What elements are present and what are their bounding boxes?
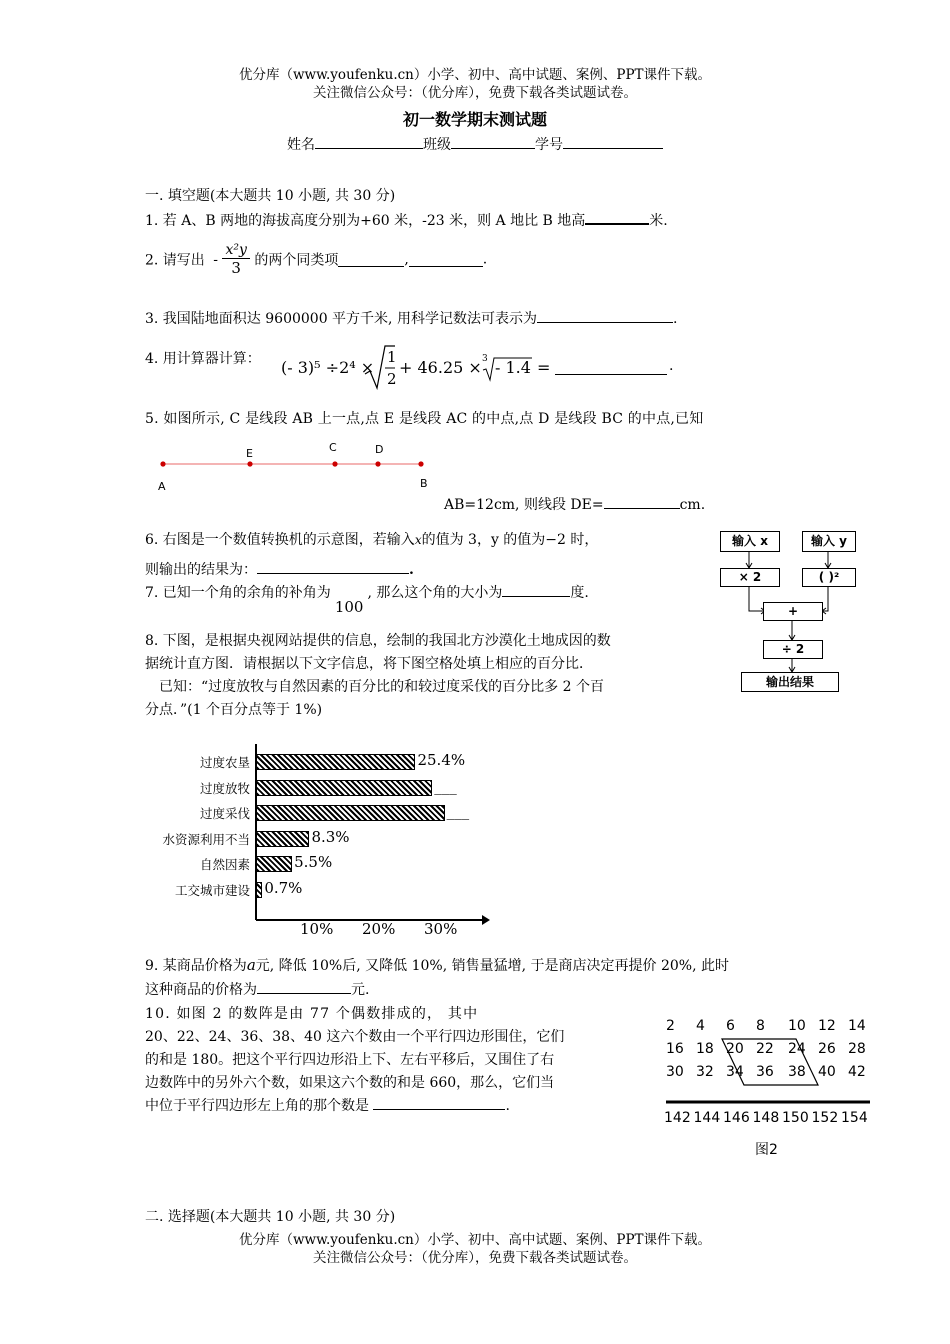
matrix-cell: 30 — [666, 1064, 684, 1080]
q10-blank[interactable] — [373, 1095, 505, 1110]
label-e: E — [246, 447, 253, 460]
q10-line-5 — [145, 1095, 633, 1118]
q2-end: . — [482, 251, 488, 268]
matrix-cell: 24 — [788, 1041, 806, 1057]
times-2-box: × 2 — [720, 568, 780, 587]
bar — [256, 882, 262, 898]
matrix-bottom-cell: 144 — [693, 1110, 721, 1126]
q6-text: 6. 右图是一个数值转换机的示意图，若输入 — [145, 532, 415, 548]
matrix-cell: 36 — [756, 1064, 774, 1080]
q3-text: 3. 我国陆地面积达 9600000 平方千米, 用科学记数法可表示为 — [145, 311, 537, 327]
q5-tail — [444, 494, 705, 514]
bar — [256, 805, 445, 821]
page-title: 初一数学期末测试题 — [402, 110, 547, 129]
figure-caption: 图2 — [755, 1142, 778, 1158]
point-e — [247, 461, 252, 466]
q6-text-2: 的值为 3，y 的值为−2 时， — [421, 532, 599, 548]
bar — [256, 831, 309, 847]
q9-text: 9. 某商品价格为 — [145, 958, 247, 974]
q2-blank-2[interactable] — [409, 252, 483, 267]
bar-category-label: 过度采伐 — [199, 806, 250, 821]
q2-text: 2. 请写出 — [145, 252, 205, 269]
bar-category-label: 过度农垦 — [199, 755, 250, 770]
point-d — [375, 461, 380, 466]
bar-category-label: 过度放牧 — [199, 780, 250, 796]
q5-line-segment-figure — [150, 440, 450, 500]
matrix-cell: 16 — [666, 1041, 684, 1057]
desertification-bar-chart — [140, 740, 500, 945]
q4-cbrt-value: - 1.4 — [495, 358, 531, 377]
q3-blank[interactable] — [537, 308, 673, 323]
q2-blank-1[interactable] — [338, 252, 404, 267]
matrix-bottom-cell: 150 — [782, 1110, 809, 1126]
question-9-line-1 — [145, 955, 729, 975]
footer-line-1: 优分库（www.youfenku.cn）小学、初中、高中试题、案例、PPT课件下载。 — [238, 1232, 712, 1248]
question-10 — [145, 1003, 633, 1118]
q8-line-3: 已知：“过度放牧与自然因素的百分比的和较过度采伐的百分比多 2 个百 — [159, 679, 604, 695]
q7-text-2: , 那么这个角的大小为 — [367, 585, 503, 601]
output-box: 输出结果 — [741, 672, 839, 692]
q2-denominator: 3 — [231, 259, 241, 277]
matrix-bottom-cell: 154 — [841, 1110, 868, 1126]
label-a: A — [158, 480, 166, 493]
point-b — [418, 461, 423, 466]
matrix-cell: 8 — [756, 1018, 765, 1034]
q7-blank[interactable] — [502, 582, 570, 597]
bar-value-label: 5.5% — [294, 853, 333, 871]
q5-unit: cm. — [679, 497, 706, 513]
q4-expr-1: (- 3)⁵ ÷2⁴ × — [281, 358, 375, 377]
bar-value-label: 0.7% — [264, 878, 303, 897]
question-9-line-2 — [145, 979, 369, 999]
even-number-matrix-figure — [660, 1015, 875, 1160]
q6-end: . — [409, 562, 414, 578]
question-8 — [145, 630, 705, 722]
q4-end: . — [669, 358, 674, 374]
matrix-cell: 6 — [726, 1018, 735, 1034]
point-a — [160, 461, 165, 466]
q6-text-3: 则输出的结果为： — [145, 562, 257, 578]
bar — [256, 856, 292, 872]
matrix-bottom-cell: 148 — [752, 1110, 780, 1126]
x-tick-label: 10% — [300, 920, 334, 938]
bar-value-label: 8.3% — [311, 827, 350, 846]
q7-text: 7. 已知一个角的余角的补角为 — [145, 585, 331, 601]
question-6-line-1 — [145, 529, 598, 549]
name-label: 姓名 — [287, 137, 315, 153]
q2-minus: - — [213, 251, 218, 268]
section-1-heading: 一. 填空题(本大题共 10 小题, 共 30 分) — [145, 188, 396, 204]
matrix-cell: 18 — [696, 1041, 714, 1057]
matrix-cell: 2 — [666, 1018, 675, 1034]
q2-text-2: 的两个同类项 — [254, 252, 339, 269]
matrix-cell: 26 — [818, 1041, 836, 1057]
q2-numerator: x²y — [222, 242, 249, 259]
class-blank[interactable] — [451, 134, 535, 149]
bar-value-label: ___ — [434, 776, 457, 795]
q4-half-den: 2 — [387, 370, 397, 388]
matrix-bottom-cell: 142 — [664, 1110, 691, 1126]
matrix-cell: 4 — [696, 1018, 705, 1034]
q9-unit: 元. — [351, 982, 370, 998]
conversion-machine-diagram — [715, 527, 865, 697]
header-line-2: 关注微信公众号：（优分库），免费下载各类试题试卷。 — [313, 85, 637, 101]
q10-end: . — [505, 1098, 510, 1114]
name-blank[interactable] — [315, 134, 423, 149]
footer-line-2: 关注微信公众号：（优分库），免费下载各类试题试卷。 — [313, 1250, 637, 1266]
question-1 — [145, 209, 668, 230]
q7-value: 100 — [334, 598, 364, 616]
x-tick-label: 30% — [424, 920, 458, 938]
bar-category-label: 水资源利用不当 — [162, 831, 250, 847]
q8-line-2: 据统计直方图．请根据以下文字信息，将下图空格处填上相应的百分比． — [145, 656, 593, 672]
class-label: 班级 — [423, 137, 451, 153]
plus-box: + — [763, 602, 823, 621]
question-7 — [145, 582, 589, 616]
label-d: D — [375, 443, 384, 456]
q3-end: . — [672, 311, 678, 327]
q10-line-4: 边数阵中的另外六个数，如果这六个数的和是 660，那么，它们当 — [145, 1075, 555, 1091]
q4-expr-2: + 46.25 × — [399, 358, 482, 377]
q9-text-2: 元, 降低 10%后, 又降低 10%, 销售量猛增, 于是商店决定再提价 20%, 此时 — [255, 958, 729, 974]
square-box: ( )² — [802, 568, 856, 587]
matrix-cell: 22 — [756, 1041, 774, 1057]
bar-value-label: ___ — [446, 802, 470, 820]
matrix-cell: 34 — [726, 1064, 744, 1080]
bar-value-label: 25.4% — [417, 751, 466, 769]
q1-unit: 米. — [649, 213, 668, 229]
matrix-bottom-cell: 146 — [723, 1110, 750, 1126]
label-c: C — [329, 441, 337, 454]
q4-half-num: 1 — [387, 348, 397, 366]
q1-blank[interactable] — [585, 209, 649, 225]
q10-line-2: 20、22、24、36、38、40 这六个数由一个平行四边形围住，它们 — [145, 1029, 565, 1045]
q9-var-a: a — [246, 956, 256, 974]
id-blank[interactable] — [563, 134, 663, 149]
q10-line-1: 10. 如图 2 的数阵是由 77 个偶数排成的， 其中 — [145, 1006, 479, 1022]
q8-line-1: 8. 下图，是根据央视网站提供的信息，绘制的我国北方沙漠化土地成因的数 — [145, 633, 611, 649]
q10-line-3: 的和是 180。把这个平行四边形沿上下、左右平移后，又围住了右 — [145, 1052, 555, 1068]
q5-blank[interactable] — [604, 494, 680, 509]
q9-text-3: 这种商品的价格为 — [145, 982, 257, 998]
question-3 — [145, 308, 677, 328]
q4-equals: = — [537, 358, 551, 377]
point-c — [332, 461, 337, 466]
question-2 — [145, 242, 487, 277]
matrix-cell: 12 — [818, 1018, 836, 1034]
q2-fraction — [222, 242, 249, 277]
matrix-cell: 28 — [848, 1041, 866, 1057]
matrix-bottom-cell: 152 — [811, 1110, 839, 1126]
q8-line-4: 分点．”(1 个百分点等于 1%) — [145, 702, 323, 718]
q9-blank[interactable] — [257, 979, 351, 994]
bar-category-label: 工交城市建设 — [174, 882, 250, 898]
divide-2-box: ÷ 2 — [763, 640, 823, 659]
header-line-1: 优分库（www.youfenku.cn）小学、初中、高中试题、案例、PPT课件下载。 — [238, 67, 712, 83]
section-2-heading: 二. 选择题(本大题共 10 小题, 共 30 分) — [145, 1209, 396, 1225]
x-tick-label: 20% — [362, 920, 396, 938]
matrix-cell: 14 — [848, 1018, 866, 1034]
q4-cbrt-index: 3 — [482, 354, 488, 364]
q2-sep: , — [404, 251, 409, 268]
id-label: 学号 — [535, 137, 563, 153]
matrix-cell: 40 — [818, 1064, 836, 1080]
bar — [256, 754, 415, 770]
question-6-line-2 — [145, 559, 414, 579]
q10-line-5-text: 中位于平行四边形左上角的那个数是 — [145, 1098, 369, 1114]
matrix-cell: 20 — [726, 1041, 744, 1057]
input-y-box: 输入 y — [802, 531, 856, 552]
matrix-cell: 38 — [788, 1064, 806, 1080]
input-x-box: 输入 x — [720, 531, 780, 552]
bar-category-label: 自然因素 — [199, 857, 250, 872]
student-fields — [0, 134, 950, 154]
q6-var-x: x — [414, 533, 422, 547]
q5-tail-text: AB=12cm, 则线段 DE= — [444, 497, 604, 513]
q7-unit: 度. — [570, 585, 589, 601]
q4-blank[interactable] — [555, 360, 667, 375]
q6-blank[interactable] — [257, 559, 409, 574]
label-b: B — [420, 477, 428, 490]
bar — [256, 780, 432, 796]
matrix-cell: 32 — [696, 1064, 714, 1080]
q4-text: 4. 用计算器计算： — [145, 351, 261, 367]
matrix-cell: 10 — [788, 1018, 806, 1034]
question-5: 5. 如图所示, C 是线段 AB 上一点,点 E 是线段 AC 的中点,点 D 是线段 BC 的中点,已知 — [145, 411, 704, 427]
matrix-cell: 42 — [848, 1064, 866, 1080]
q1-text: 1. 若 A、B 两地的海拔高度分别为+60 米，-23 米，则 A 地比 B 地高 — [145, 213, 586, 229]
